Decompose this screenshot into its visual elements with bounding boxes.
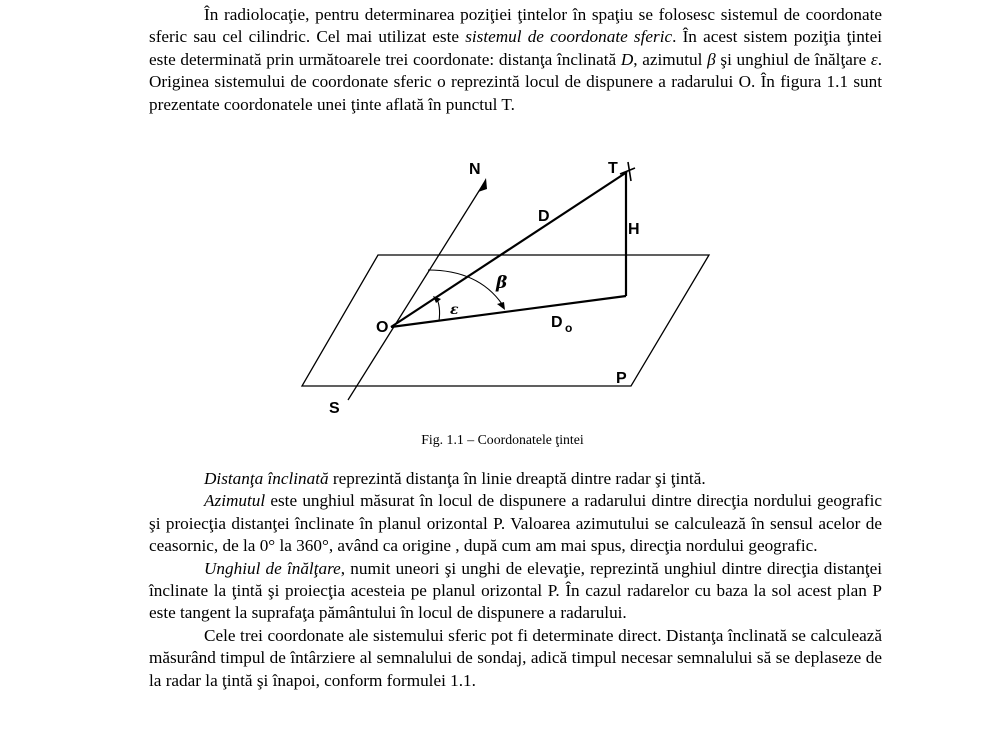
figure-caption: Fig. 1.1 – Coordonatele ţintei [421,432,584,447]
label-south: S [329,400,340,417]
north-arrowhead [478,178,487,192]
term-elevation: Unghiul de înălţare [204,558,341,578]
symbol-beta: β [707,49,716,69]
label-beta: β [496,273,508,293]
coordinate-diagram [300,150,720,420]
label-origin: O [376,319,389,336]
measurement-text: Cele trei coordonate ale sistemului sferic pot fi determinate direct. Distanţa înclinată se calculează măsurând timpul de întârziere al semnalului de sondaj, adică timpul necesar semnalului să se deplaseze de la radar la ţintă şi înapoi, conform formulei 1.1. [149,625,882,690]
ground-range-line [391,296,626,327]
label-ground-range-subscript: o [565,321,573,335]
label-epsilon: ε [450,302,459,318]
label-slant-range: D [538,208,550,225]
label-ground-range: D [551,314,563,331]
term-azimuth: Azimutul [204,491,266,511]
paragraph-slant-range [149,468,882,490]
definition-elevation: , numit uneori şi unghi de elevaţie, reprezintă unghiul dintre direcţia distanţei înclinate la ţintă şi proiecţia acesteia pe planul orizontal P. În cazul radarelor cu baza la sol acest plan P este tangent la suprafaţa pământului în locul de dispunere a radarului. [149,558,882,623]
definition-azimuth: este unghiul măsurat în locul de dispunere a radarului dintre direcţia nordului geografic şi proiecţia distanţei înclinate în planul orizontal P. Valoarea azimutului se calculează în sensul acelor de ceasornic, de la 0° la 360°, având ca origine , după cum am mai spus, direcţia nordului geografic. [149,491,882,556]
label-height: H [628,221,640,238]
symbol-epsilon: ε [870,49,878,69]
intro-text-part-2: . În acest sistem poziţia ţintei este determinată prin următoarele trei coordonate: distanţa înclinată [149,27,882,69]
north-south-axis [348,183,484,400]
intro-text-part-5: . Originea sistemului de coordonate sferic o reprezintă locul de dispunere a radarului O. În figura 1.1 sunt prezentate coordonatele unei ţinte aflată în punctul T. [149,49,882,114]
body-text [149,468,882,692]
term-slant-range: Distanţa înclinată [204,469,329,488]
target-marker [620,162,635,181]
label-target: T [608,160,618,177]
intro-emphasis: sistemul de coordonate sferic [465,27,673,47]
slant-range-line [391,172,627,327]
symbol-d: D [620,49,634,69]
azimuth-arc-arrowhead [497,302,505,310]
intro-text [149,4,882,116]
intro-text-part-3: , azimutul [633,49,708,69]
label-north: N [469,161,481,178]
definition-slant-range: reprezintă distanţa în linie dreaptă dintre radar şi ţintă. [328,469,706,488]
paragraph-elevation [149,558,882,625]
label-plane: P [616,370,627,387]
paragraph-measurement [149,625,882,692]
paragraph-azimuth [149,490,882,557]
intro-text-part-4: şi unghiul de înălţare [715,49,871,69]
intro-paragraph [149,4,882,116]
intro-text-part-1: În radiolocaţie, pentru determinarea poziţiei ţintelor în spaţiu se folosesc sistemul de coordonate sferic sau cel cilindric. Cel mai utilizat este [149,5,882,47]
